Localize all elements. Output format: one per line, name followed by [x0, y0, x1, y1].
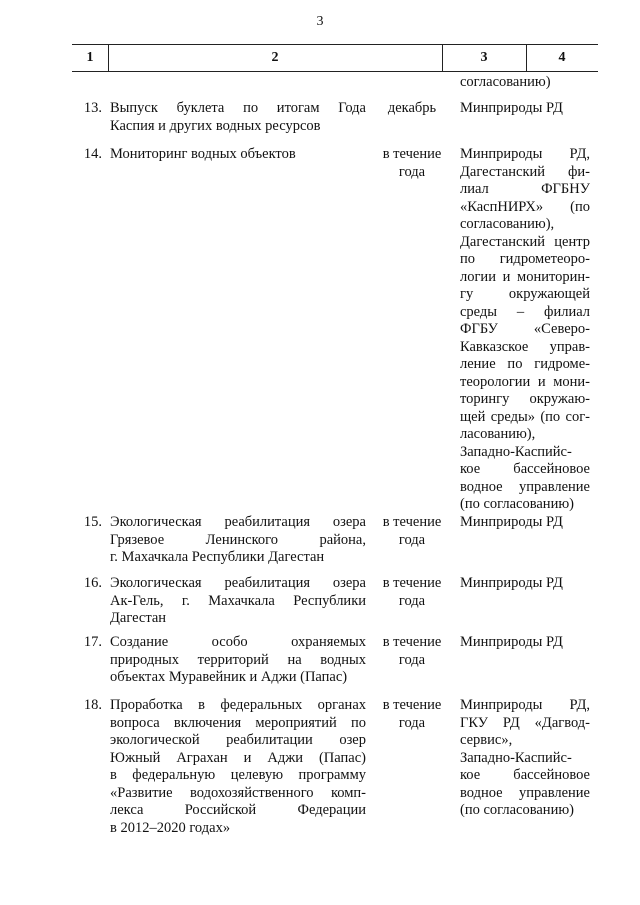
executor-line: кое бассейновое	[460, 767, 590, 783]
executor-line: согласованию),	[460, 216, 555, 232]
executor-line: Дагестанский центр	[460, 233, 590, 250]
deadline-line: года	[398, 531, 426, 548]
description-line: объектах Муравейник и Аджи (Папас)	[110, 669, 348, 685]
deadline-line: в течение	[382, 146, 442, 162]
deadline	[374, 575, 450, 610]
measure-description	[110, 575, 366, 628]
measure-description	[110, 697, 366, 837]
executor-line: (по согласованию)	[460, 496, 574, 512]
deadline	[374, 514, 450, 549]
row-number: 16.	[83, 575, 102, 591]
measure-description	[110, 100, 366, 135]
header-col-2: 2	[271, 50, 279, 65]
executor-line: Кавказское управ-	[460, 338, 590, 355]
executor-line: Западно-Каспийс-	[460, 443, 572, 460]
description-line: Дагестан	[110, 610, 167, 626]
executor-line: «КаспНИРХ» (по	[460, 198, 590, 215]
row-number: 15.	[83, 514, 102, 530]
executor-line: Минприроды РД	[460, 514, 563, 530]
description-line: Экологическая реабилитация озера	[110, 514, 366, 530]
description-line: Экологическая реабилитация озера	[110, 575, 366, 591]
page-number: 3	[316, 14, 324, 29]
responsible-executor	[460, 634, 590, 652]
executor-line: ление по гидроме-	[460, 356, 590, 372]
measure-description	[110, 146, 366, 164]
measure-description	[110, 514, 366, 567]
description-line: Создание особо охраняемых	[110, 634, 366, 650]
description-line: вопроса включения мероприятий по	[110, 714, 366, 731]
header-col-4: 4	[558, 50, 566, 65]
deadline-line: в течение	[382, 697, 442, 713]
description-line: Грязевое Ленинского района,	[110, 531, 366, 548]
row-number: 14.	[83, 146, 102, 162]
deadline	[374, 100, 450, 118]
executor-line: ласованию),	[460, 426, 536, 442]
description-line: экологической реабилитации озер	[110, 732, 366, 748]
description-line: Ак-Гель, г. Махачкала Республики	[110, 592, 366, 609]
executor-line: логии и мониторин-	[460, 268, 590, 285]
executor-line: ФГБУ «Северо-	[460, 321, 590, 337]
deadline	[374, 634, 450, 669]
deadline-line: года	[398, 714, 426, 731]
deadline-line: года	[398, 163, 426, 180]
row-number: 18.	[83, 697, 102, 713]
description-line: Проработка в федеральных органах	[110, 697, 366, 713]
executor-line: Минприроды РД	[460, 634, 563, 650]
executor-line: Дагестанский фи-	[460, 163, 590, 180]
deadline	[374, 146, 450, 181]
continuation-exec	[460, 74, 590, 92]
description-line: в федеральную целевую программу	[110, 767, 366, 783]
description-line: Выпуск буклета по итогам Года	[110, 100, 366, 116]
row-number: 13.	[83, 100, 102, 116]
executor-line: сервис»,	[460, 732, 513, 748]
description-line: Каспия и других водных ресурсов	[110, 117, 321, 134]
description-line: Мониторинг водных объектов	[110, 146, 296, 162]
header-col-3: 3	[480, 50, 488, 65]
executor-line: водное управление	[460, 784, 590, 801]
executor-line: по гидрометеоро-	[460, 251, 590, 267]
responsible-executor	[460, 514, 590, 532]
executor-line: торингу окружаю-	[460, 391, 590, 407]
deadline-line: года	[398, 592, 426, 609]
description-line: «Развитие водохозяйственного комп-	[110, 784, 366, 801]
executor-line: Минприроды РД,	[460, 146, 590, 162]
responsible-executor	[460, 697, 590, 820]
description-line: лекса Российской Федерации	[110, 802, 366, 818]
responsible-executor	[460, 146, 590, 514]
executor-line: Минприроды РД,	[460, 697, 590, 713]
responsible-executor	[460, 100, 590, 118]
deadline-line: в течение	[382, 514, 442, 530]
executor-line: теорологии и мони-	[460, 373, 590, 390]
executor-line: ГКУ РД «Дагвод-	[460, 714, 590, 731]
deadline	[374, 697, 450, 732]
measure-description	[110, 634, 366, 687]
description-line: природных территорий на водных	[110, 651, 366, 668]
executor-line: Минприроды РД	[460, 575, 563, 591]
row-number: 17.	[83, 634, 102, 650]
executor-line: Западно-Каспийс-	[460, 749, 572, 766]
executor-line: кое бассейновое	[460, 461, 590, 477]
executor-line: гу окружающей	[460, 286, 590, 302]
executor-line: водное управление	[460, 478, 590, 495]
description-line: г. Махачкала Республики Дагестан	[110, 549, 325, 565]
executor-line: (по согласованию)	[460, 802, 574, 818]
deadline-line: в течение	[382, 575, 442, 591]
executor-line: щей среды» (по сог-	[460, 408, 590, 425]
header-col-1: 1	[86, 50, 94, 65]
responsible-executor	[460, 575, 590, 593]
description-line: Южный Аграхан и Аджи (Папас)	[110, 749, 366, 766]
table-header	[72, 44, 598, 72]
executor-line: лиал ФГБНУ	[460, 181, 590, 197]
exec-line: согласованию)	[460, 74, 551, 90]
executor-line: среды – филиал	[460, 303, 590, 320]
executor-line: Минприроды РД	[460, 100, 563, 116]
deadline-line: года	[398, 651, 426, 668]
deadline-line: в течение	[382, 634, 442, 650]
description-line: в 2012–2020 годах»	[110, 819, 231, 836]
deadline-line: декабрь	[387, 100, 437, 116]
